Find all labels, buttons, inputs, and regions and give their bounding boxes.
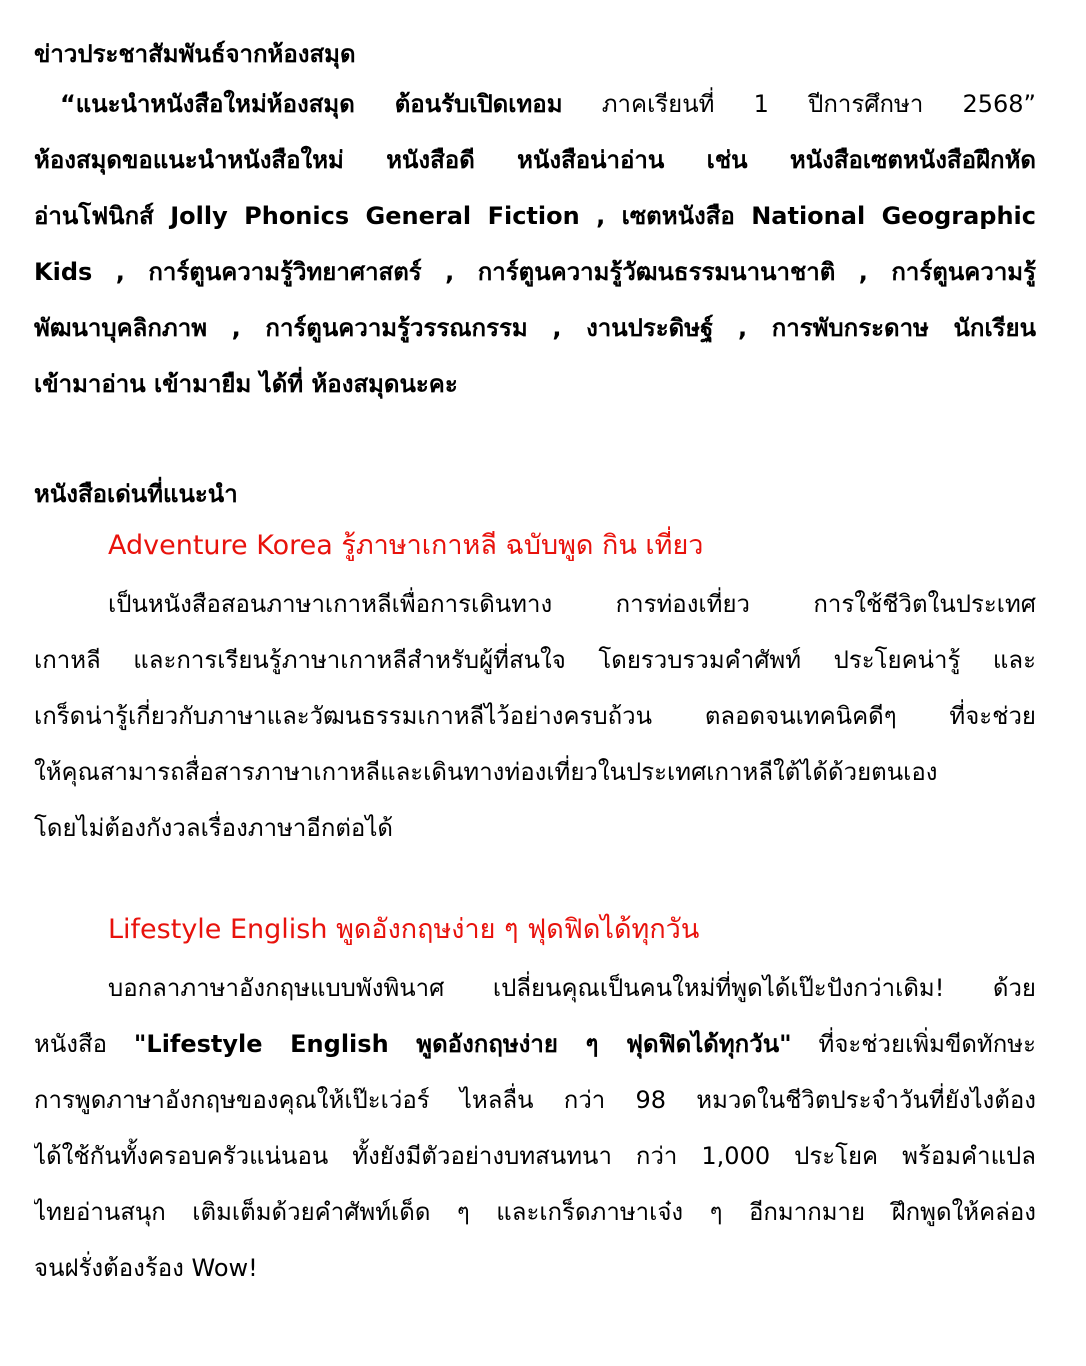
book2-line-suffix: ที่จะช่วยเพิ่มขีดทักษะ [791, 1030, 1036, 1058]
news-headline-bold: “แนะนำหนังสือใหม่ห้องสมุด ต้อนรับเปิดเทอม [60, 90, 563, 118]
book1-line: เป็นหนังสือสอนภาษาเกาหลีเพื่อการเดินทาง การท่องเที่ยว การใช้ชีวิตในประเทศ [108, 590, 1036, 618]
news-intro-paragraph [34, 132, 1036, 412]
news-headline [34, 76, 1036, 132]
book2-line: ได้ใช้กันทั้งครอบครัวแน่นอน ทั้งยังมีตัวอย่างบทสนทนา กว่า 1,000 ประโยค พร้อมคำแปล [34, 1142, 1036, 1170]
book1-description [34, 576, 1036, 856]
book2-title: Lifestyle English พูดอังกฤษง่าย ๆ ฟุดฟิดได้ทุกวัน [108, 914, 700, 945]
book1-line: เกร็ดน่ารู้เกี่ยวกับภาษาและวัฒนธรรมเกาหลีไว้อย่างครบถ้วน ตลอดจนเทคนิคดีๆ ที่จะช่วย [34, 702, 1036, 730]
news-intro-line: เข้ามาอ่าน เข้ามายืม ได้ที่ ห้องสมุดนะคะ [34, 370, 458, 398]
news-headline-normal: ภาคเรียนที่ 1 ปีการศึกษา 2568” [562, 90, 1036, 118]
document-page [34, 32, 1036, 1296]
book2-line [34, 1016, 1036, 1072]
news-intro-line: ห้องสมุดขอแนะนำหนังสือใหม่ หนังสือดี หนังสือน่าอ่าน เช่น หนังสือเซตหนังสือฝึกหัด [34, 146, 1036, 174]
book2-line: ไทยอ่านสนุก เติมเต็มด้วยคำศัพท์เด็ด ๆ และเกร็ดภาษาเจ๋ง ๆ อีกมากมาย ฝึกพูดให้คล่อง [34, 1198, 1036, 1226]
news-intro-line: Kids , การ์ตูนความรู้วิทยาศาสตร์ , การ์ตูนความรู้วัฒนธรรมนานาชาติ , การ์ตูนความรู้ [34, 258, 1036, 286]
book1-line: ให้คุณสามารถสื่อสารภาษาเกาหลีและเดินทางท่องเที่ยวในประเทศเกาหลีใต้ได้ด้วยตนเอง [34, 758, 938, 786]
book2-line: จนฝรั่งต้องร้อง Wow! [34, 1254, 258, 1282]
book1-line: เกาหลี และการเรียนรู้ภาษาเกาหลีสำหรับผู้ที่สนใจ โดยรวบรวมคำศัพท์ ประโยคน่ารู้ และ [34, 646, 1036, 674]
book2-line: การพูดภาษาอังกฤษของคุณให้เป๊ะเว่อร์ ไหลลื่น กว่า 98 หมวดในชีวิตประจำวันที่ยังไงต้อง [34, 1086, 1036, 1114]
news-intro-line: พัฒนาบุคลิกภาพ , การ์ตูนความรู้วรรณกรรม , งานประดิษฐ์ , การพับกระดาษ นักเรียน [34, 314, 1036, 342]
featured-heading: หนังสือเด่นที่แนะนำ [34, 480, 238, 508]
book2-description [34, 960, 1036, 1296]
book2-line: บอกลาภาษาอังกฤษแบบพังพินาศ เปลี่ยนคุณเป็นคนใหม่ที่พูดได้เป๊ะปังกว่าเดิม! ด้วย [108, 974, 1036, 1002]
book2-line-prefix: หนังสือ [34, 1030, 134, 1058]
book2-inline-title: "Lifestyle English พูดอังกฤษง่าย ๆ ฟุดฟิดได้ทุกวัน" [133, 1030, 792, 1058]
book1-line: โดยไม่ต้องกังวลเรื่องภาษาอีกต่อได้ [34, 814, 394, 842]
book1-title: Adventure Korea รู้ภาษาเกาหลี ฉบับพูด กิน เที่ยว [108, 530, 704, 561]
news-header: ข่าวประชาสัมพันธ์จากห้องสมุด [34, 40, 356, 68]
news-intro-line: อ่านโฟนิกส์ Jolly Phonics General Fiction , เซตหนังสือ National Geographic [34, 202, 1036, 230]
section-spacer [34, 856, 1036, 900]
section-spacer [34, 412, 1036, 472]
